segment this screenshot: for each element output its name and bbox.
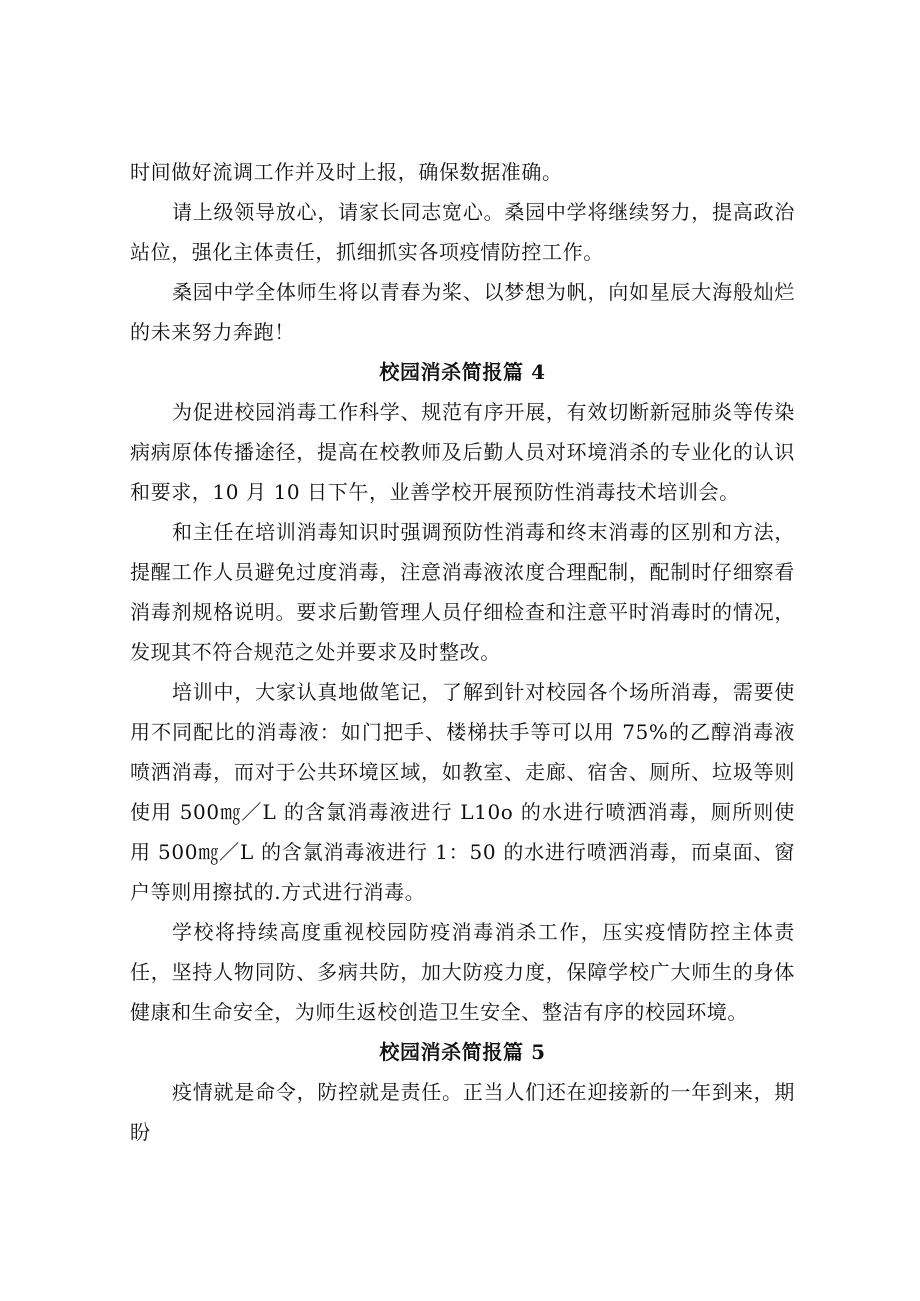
section-heading-5: 校园消杀简报篇 5 — [379, 1040, 546, 1064]
body-paragraph: 请上级领导放心，请家长同志宽心。桑园中学将继续努力，提高政治站位，强化主体责任，抓细抓实各项疫情防控工作。 — [130, 200, 795, 264]
body-paragraph: 学校将持续高度重视校园防疫消毒消杀工作，压实疫情防控主体责任，坚持人物同防、多病共防，加大防疫力度，保障学校广大师生的身体健康和生命安全，为师生返校创造卫生安全、整洁有序的校园环境。 — [130, 920, 795, 1024]
body-paragraph: 疫情就是命令，防控就是责任。正当人们还在迎接新的一年到来，期盼 — [130, 1080, 795, 1144]
body-paragraph: 为促进校园消毒工作科学、规范有序开展，有效切断新冠肺炎等传染病病原体传播途径，提高在校教师及后勤人员对环境消杀的专业化的认识和要求，10 月 10 日下午，业善学校开展预防性消毒技术培训会。 — [130, 400, 795, 504]
body-paragraph: 桑园中学全体师生将以青春为桨、以梦想为帆，向如星辰大海般灿烂的未来努力奔跑！ — [130, 280, 795, 344]
continuation-paragraph: 时间做好流调工作并及时上报，确保数据准确。 — [130, 160, 563, 184]
body-paragraph: 培训中，大家认真地做笔记，了解到针对校园各个场所消毒，需要使用不同配比的消毒液：如门把手、楼梯扶手等可以用 75%的乙醇消毒液喷洒消毒，而对于公共环境区域，如教室、走廊、宿舍、厕所、垃圾等则使用 500㎎／L 的含氯消毒液进行 L10o 的水进行喷洒消毒，厕所则使用 500㎎／L 的含氯消毒液进行 1：50 的水进行喷洒消毒，而桌面、窗户等则用擦拭的.方式进行消毒。 — [130, 680, 795, 904]
document-body — [130, 152, 795, 1152]
section-heading-4: 校园消杀简报篇 4 — [379, 360, 546, 384]
body-paragraph: 和主任在培训消毒知识时强调预防性消毒和终末消毒的区别和方法，提醒工作人员避免过度消毒，注意消毒液浓度合理配制，配制时仔细察看消毒剂规格说明。要求后勤管理人员仔细检查和注意平时消毒时的情况，发现其不符合规范之处并要求及时整改。 — [130, 520, 795, 664]
